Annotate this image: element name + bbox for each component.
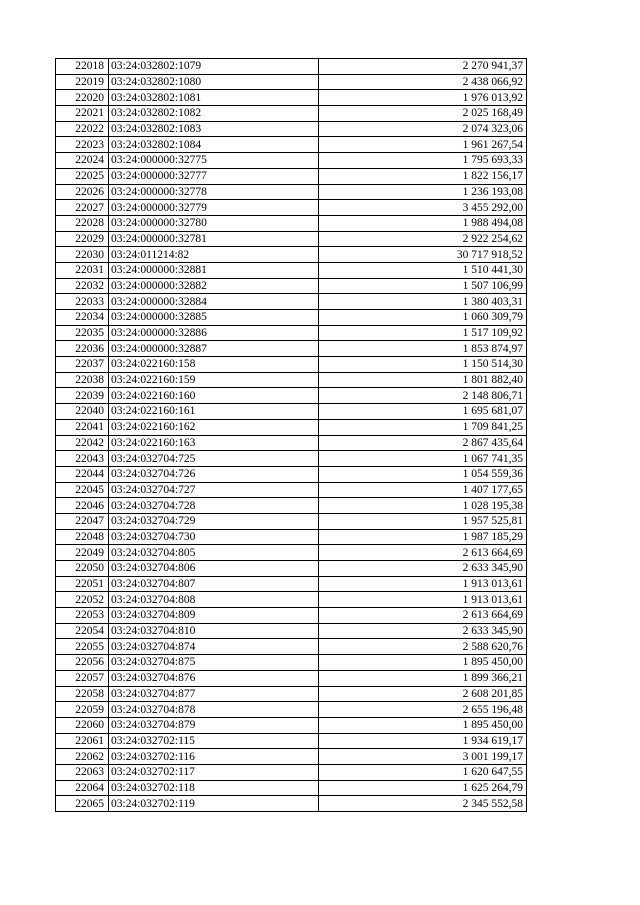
table-row: [56, 184, 527, 200]
row-number-cell: 22053: [56, 608, 109, 624]
row-number-cell: 22038: [56, 372, 109, 388]
row-number-cell: 22028: [56, 215, 109, 231]
cadastral-number-cell: 03:24:032704:728: [109, 498, 319, 514]
table-row: [56, 59, 527, 75]
row-number-cell: 22045: [56, 482, 109, 498]
cadastral-number-cell: 03:24:032704:807: [109, 576, 319, 592]
cadastral-number-cell: 03:24:000000:32886: [109, 325, 319, 341]
table-row: [56, 576, 527, 592]
cadastral-number-cell: 03:24:000000:32885: [109, 310, 319, 326]
row-number-cell: 22021: [56, 106, 109, 122]
row-number-cell: 22064: [56, 780, 109, 796]
cadastral-value-cell: 2 588 620,76: [319, 639, 527, 655]
cadastral-value-cell: 1 853 874,97: [319, 341, 527, 357]
cadastral-number-cell: 03:24:022160:158: [109, 357, 319, 373]
cadastral-number-cell: 03:24:032704:729: [109, 513, 319, 529]
table-row: [56, 655, 527, 671]
cadastral-number-cell: 03:24:022160:159: [109, 372, 319, 388]
row-number-cell: 22065: [56, 796, 109, 812]
table-row: [56, 702, 527, 718]
row-number-cell: 22020: [56, 90, 109, 106]
row-number-cell: 22032: [56, 278, 109, 294]
cadastral-number-cell: 03:24:000000:32882: [109, 278, 319, 294]
cadastral-value-cell: 1 709 841,25: [319, 419, 527, 435]
cadastral-number-cell: 03:24:032702:118: [109, 780, 319, 796]
cadastral-number-cell: 03:24:000000:32779: [109, 200, 319, 216]
cadastral-number-cell: 03:24:000000:32781: [109, 231, 319, 247]
cadastral-number-cell: 03:24:032802:1084: [109, 137, 319, 153]
cadastral-number-cell: 03:24:032704:878: [109, 702, 319, 718]
cadastral-value-cell: 1 054 559,36: [319, 466, 527, 482]
row-number-cell: 22024: [56, 153, 109, 169]
cadastral-value-cell: 1 895 450,00: [319, 655, 527, 671]
cadastral-number-cell: 03:24:032704:879: [109, 717, 319, 733]
cadastral-number-cell: 03:24:032704:877: [109, 686, 319, 702]
cadastral-number-cell: 03:24:032704:726: [109, 466, 319, 482]
cadastral-number-cell: 03:24:000000:32778: [109, 184, 319, 200]
row-number-cell: 22027: [56, 200, 109, 216]
cadastral-value-cell: 2 613 664,69: [319, 608, 527, 624]
row-number-cell: 22063: [56, 764, 109, 780]
cadastral-number-cell: 03:24:032702:115: [109, 733, 319, 749]
table-row: [56, 215, 527, 231]
cadastral-number-cell: 03:24:011214:82: [109, 247, 319, 263]
cadastral-value-cell: 1 620 647,55: [319, 764, 527, 780]
table-row: [56, 717, 527, 733]
row-number-cell: 22034: [56, 310, 109, 326]
cadastral-value-cell: 2 655 196,48: [319, 702, 527, 718]
cadastral-number-cell: 03:24:022160:163: [109, 435, 319, 451]
table-row: [56, 561, 527, 577]
row-number-cell: 22051: [56, 576, 109, 592]
table-row: [56, 262, 527, 278]
cadastral-value-cell: 1 510 441,30: [319, 262, 527, 278]
row-number-cell: 22060: [56, 717, 109, 733]
row-number-cell: 22025: [56, 168, 109, 184]
row-number-cell: 22059: [56, 702, 109, 718]
row-number-cell: 22026: [56, 184, 109, 200]
cadastral-number-cell: 03:24:022160:160: [109, 388, 319, 404]
cadastral-number-cell: 03:24:032802:1079: [109, 59, 319, 75]
cadastral-number-cell: 03:24:032704:808: [109, 592, 319, 608]
cadastral-value-table: [55, 58, 527, 812]
table-row: [56, 608, 527, 624]
table-row: [56, 168, 527, 184]
table-row: [56, 796, 527, 812]
row-number-cell: 22018: [56, 59, 109, 75]
table-row: [56, 733, 527, 749]
cadastral-value-cell: 1 934 619,17: [319, 733, 527, 749]
table-row: [56, 435, 527, 451]
table-row: [56, 310, 527, 326]
cadastral-number-cell: 03:24:000000:32780: [109, 215, 319, 231]
table-row: [56, 247, 527, 263]
row-number-cell: 22054: [56, 623, 109, 639]
cadastral-number-cell: 03:24:000000:32775: [109, 153, 319, 169]
table-row: [56, 106, 527, 122]
cadastral-value-cell: 3 455 292,00: [319, 200, 527, 216]
cadastral-number-cell: 03:24:032704:727: [109, 482, 319, 498]
table-row: [56, 592, 527, 608]
cadastral-value-cell: 1 795 693,33: [319, 153, 527, 169]
cadastral-number-cell: 03:24:022160:161: [109, 404, 319, 420]
table-row: [56, 623, 527, 639]
cadastral-number-cell: 03:24:032704:725: [109, 451, 319, 467]
cadastral-value-cell: 3 001 199,17: [319, 749, 527, 765]
row-number-cell: 22039: [56, 388, 109, 404]
row-number-cell: 22030: [56, 247, 109, 263]
row-number-cell: 22029: [56, 231, 109, 247]
table-row: [56, 780, 527, 796]
table-row: [56, 278, 527, 294]
cadastral-number-cell: 03:24:032704:806: [109, 561, 319, 577]
cadastral-value-cell: 1 961 267,54: [319, 137, 527, 153]
cadastral-number-cell: 03:24:032802:1083: [109, 121, 319, 137]
row-number-cell: 22058: [56, 686, 109, 702]
cadastral-value-cell: 1 801 882,40: [319, 372, 527, 388]
row-number-cell: 22056: [56, 655, 109, 671]
cadastral-value-cell: 1 899 366,21: [319, 670, 527, 686]
table-row: [56, 513, 527, 529]
cadastral-number-cell: 03:24:032702:119: [109, 796, 319, 812]
table-row: [56, 670, 527, 686]
cadastral-value-cell: 2 148 806,71: [319, 388, 527, 404]
cadastral-number-cell: 03:24:032704:809: [109, 608, 319, 624]
table-row: [56, 121, 527, 137]
row-number-cell: 22041: [56, 419, 109, 435]
table-row: [56, 74, 527, 90]
cadastral-value-cell: 2 613 664,69: [319, 545, 527, 561]
cadastral-number-cell: 03:24:000000:32881: [109, 262, 319, 278]
row-number-cell: 22057: [56, 670, 109, 686]
cadastral-value-cell: 2 922 254,62: [319, 231, 527, 247]
table-row: [56, 231, 527, 247]
cadastral-number-cell: 03:24:032704:805: [109, 545, 319, 561]
row-number-cell: 22061: [56, 733, 109, 749]
table-row: [56, 325, 527, 341]
cadastral-value-cell: 1 407 177,65: [319, 482, 527, 498]
table-row: [56, 482, 527, 498]
cadastral-value-cell: 1 517 109,92: [319, 325, 527, 341]
row-number-cell: 22042: [56, 435, 109, 451]
cadastral-value-cell: 2 867 435,64: [319, 435, 527, 451]
table-row: [56, 639, 527, 655]
row-number-cell: 22046: [56, 498, 109, 514]
cadastral-value-cell: 1 976 013,92: [319, 90, 527, 106]
table-row: [56, 200, 527, 216]
cadastral-number-cell: 03:24:032802:1080: [109, 74, 319, 90]
cadastral-value-cell: 1 895 450,00: [319, 717, 527, 733]
table-row: [56, 419, 527, 435]
cadastral-number-cell: 03:24:032704:875: [109, 655, 319, 671]
table-row: [56, 686, 527, 702]
cadastral-value-cell: 1 988 494,08: [319, 215, 527, 231]
table-body: [56, 59, 527, 812]
row-number-cell: 22052: [56, 592, 109, 608]
cadastral-value-cell: 1 987 185,29: [319, 529, 527, 545]
row-number-cell: 22049: [56, 545, 109, 561]
row-number-cell: 22033: [56, 294, 109, 310]
cadastral-value-cell: 1 695 681,07: [319, 404, 527, 420]
table-row: [56, 372, 527, 388]
row-number-cell: 22022: [56, 121, 109, 137]
table-row: [56, 466, 527, 482]
cadastral-number-cell: 03:24:022160:162: [109, 419, 319, 435]
row-number-cell: 22062: [56, 749, 109, 765]
cadastral-number-cell: 03:24:032704:730: [109, 529, 319, 545]
cadastral-number-cell: 03:24:032704:876: [109, 670, 319, 686]
cadastral-value-cell: 30 717 918,52: [319, 247, 527, 263]
cadastral-value-cell: 1 028 195,38: [319, 498, 527, 514]
cadastral-value-cell: 1 507 106,99: [319, 278, 527, 294]
cadastral-value-cell: 1 822 156,17: [319, 168, 527, 184]
row-number-cell: 22050: [56, 561, 109, 577]
row-number-cell: 22023: [56, 137, 109, 153]
row-number-cell: 22043: [56, 451, 109, 467]
cadastral-value-cell: 1 150 514,30: [319, 357, 527, 373]
row-number-cell: 22019: [56, 74, 109, 90]
cadastral-value-cell: 2 270 941,37: [319, 59, 527, 75]
document-page: [55, 58, 526, 812]
row-number-cell: 22031: [56, 262, 109, 278]
row-number-cell: 22047: [56, 513, 109, 529]
cadastral-number-cell: 03:24:032702:117: [109, 764, 319, 780]
cadastral-value-cell: 2 345 552,58: [319, 796, 527, 812]
row-number-cell: 22036: [56, 341, 109, 357]
table-row: [56, 529, 527, 545]
cadastral-value-cell: 1 380 403,31: [319, 294, 527, 310]
table-row: [56, 294, 527, 310]
table-row: [56, 357, 527, 373]
cadastral-number-cell: 03:24:032704:874: [109, 639, 319, 655]
table-row: [56, 404, 527, 420]
table-row: [56, 90, 527, 106]
table-row: [56, 341, 527, 357]
cadastral-number-cell: 03:24:000000:32887: [109, 341, 319, 357]
cadastral-value-cell: 1 957 525,81: [319, 513, 527, 529]
table-row: [56, 451, 527, 467]
cadastral-value-cell: 2 633 345,90: [319, 561, 527, 577]
cadastral-value-cell: 2 633 345,90: [319, 623, 527, 639]
table-row: [56, 388, 527, 404]
cadastral-number-cell: 03:24:000000:32884: [109, 294, 319, 310]
cadastral-value-cell: 2 438 066,92: [319, 74, 527, 90]
table-row: [56, 764, 527, 780]
cadastral-value-cell: 1 236 193,08: [319, 184, 527, 200]
cadastral-value-cell: 2 074 323,06: [319, 121, 527, 137]
cadastral-value-cell: 2 025 168,49: [319, 106, 527, 122]
row-number-cell: 22055: [56, 639, 109, 655]
cadastral-number-cell: 03:24:000000:32777: [109, 168, 319, 184]
cadastral-value-cell: 1 067 741,35: [319, 451, 527, 467]
cadastral-value-cell: 1 913 013,61: [319, 576, 527, 592]
cadastral-value-cell: 1 060 309,79: [319, 310, 527, 326]
table-row: [56, 498, 527, 514]
cadastral-number-cell: 03:24:032704:810: [109, 623, 319, 639]
cadastral-number-cell: 03:24:032802:1081: [109, 90, 319, 106]
row-number-cell: 22037: [56, 357, 109, 373]
table-row: [56, 137, 527, 153]
cadastral-value-cell: 2 608 201,85: [319, 686, 527, 702]
row-number-cell: 22048: [56, 529, 109, 545]
cadastral-number-cell: 03:24:032802:1082: [109, 106, 319, 122]
cadastral-value-cell: 1 913 013,61: [319, 592, 527, 608]
table-row: [56, 545, 527, 561]
row-number-cell: 22040: [56, 404, 109, 420]
table-row: [56, 153, 527, 169]
cadastral-number-cell: 03:24:032702:116: [109, 749, 319, 765]
table-row: [56, 749, 527, 765]
row-number-cell: 22044: [56, 466, 109, 482]
cadastral-value-cell: 1 625 264,79: [319, 780, 527, 796]
row-number-cell: 22035: [56, 325, 109, 341]
